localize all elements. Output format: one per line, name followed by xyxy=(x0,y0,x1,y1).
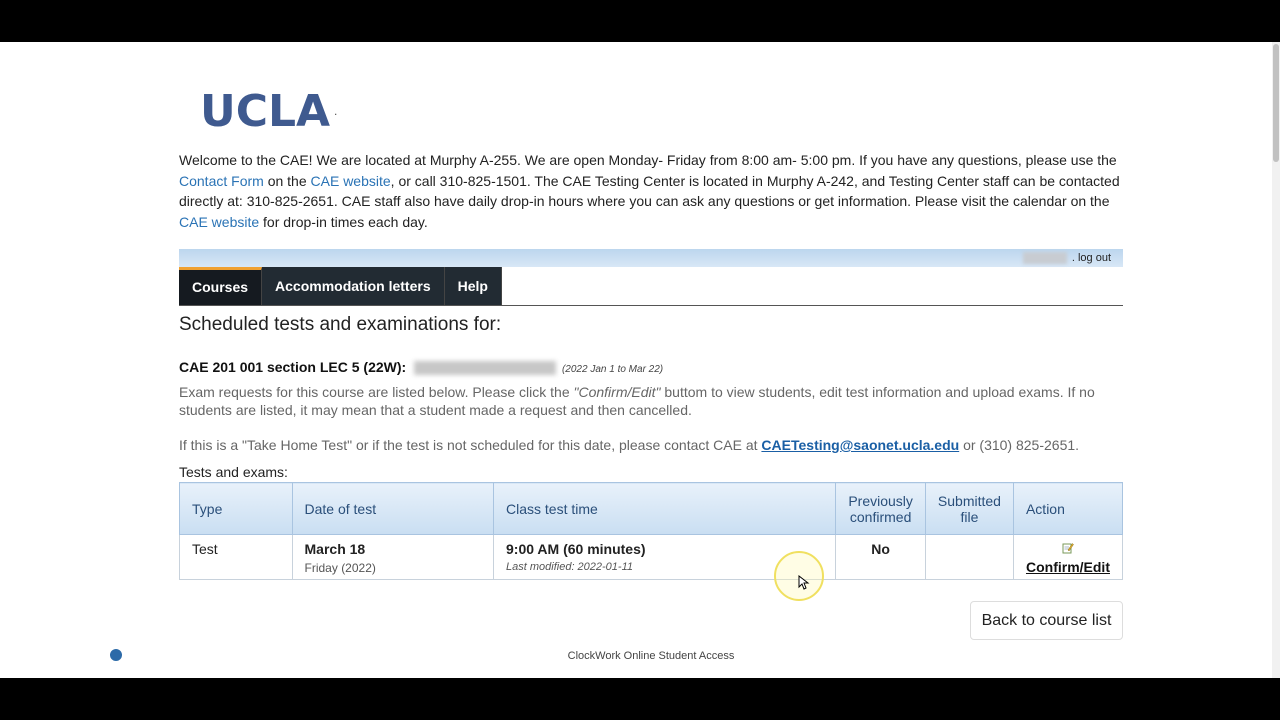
confirm-edit-link[interactable]: Confirm/Edit xyxy=(1025,559,1110,575)
header-time: Class test time xyxy=(494,483,836,535)
header-previously-confirmed: Previously confirmed xyxy=(836,483,926,535)
cae-website-link[interactable]: CAE website xyxy=(310,172,391,189)
cell-submitted-file xyxy=(925,535,1013,580)
username-redacted xyxy=(1023,252,1067,264)
cell-previously-confirmed: No xyxy=(836,535,926,580)
instructions-text xyxy=(179,383,1099,419)
tests-label: Tests and exams: xyxy=(179,464,288,480)
vertical-scrollbar[interactable] xyxy=(1272,42,1280,678)
user-bar xyxy=(179,249,1123,267)
last-modified: Last modified: 2022-01-11 xyxy=(506,561,634,573)
main-nav-tabs xyxy=(179,267,502,305)
header-date: Date of test xyxy=(292,483,494,535)
intro-text-2: on the xyxy=(263,172,311,189)
screencast-watermark xyxy=(11,638,172,664)
ucla-logo[interactable]: UCLA xyxy=(200,86,331,137)
header-action: Action xyxy=(1013,483,1122,535)
instructions-quote: "Confirm/Edit" xyxy=(573,384,661,400)
tab-help[interactable]: Help xyxy=(445,267,502,305)
welcome-message xyxy=(179,150,1124,232)
course-heading xyxy=(179,359,663,375)
cae-website-link-2[interactable]: CAE website xyxy=(179,213,260,230)
watermark-brand-right: MATIC xyxy=(128,648,173,662)
contact-form-link[interactable]: Contact Form xyxy=(179,172,264,189)
cell-date xyxy=(292,535,494,580)
intro-text-4: for drop-in times each day. xyxy=(259,213,428,230)
test-day: Friday (2022) xyxy=(304,561,376,575)
edit-icon[interactable] xyxy=(1062,541,1074,553)
intro-text-3: , or call 310-825-1501. The CAE Testing Center is located in Murphy A-242, and Testing Center staff can be contacted directly at: 310-825-2651. CAE staff also have daily drop-in hours where you can ask any questions or get information. Please visit the calendar on the xyxy=(179,172,1120,209)
instructor-name-redacted xyxy=(414,361,556,375)
header-submitted-file: Submitted file xyxy=(925,483,1013,535)
watermark-brand xyxy=(11,646,172,664)
test-date: March 18 xyxy=(304,541,366,557)
contact-part-1: If this is a "Take Home Test" or if the test is not scheduled for this date, please contact CAE at xyxy=(179,437,762,453)
back-to-course-list-button[interactable]: Back to course list xyxy=(970,601,1123,640)
page-title: Scheduled tests and examinations for: xyxy=(179,314,502,335)
mouse-cursor-icon xyxy=(798,575,810,591)
logout-link[interactable]: . log out xyxy=(1071,252,1111,264)
table-row xyxy=(180,535,1123,580)
tab-divider xyxy=(179,305,1123,306)
header-type: Type xyxy=(180,483,293,535)
watermark-brand-left: SCREENCAST xyxy=(11,648,105,662)
cell-action xyxy=(1013,535,1122,580)
tab-courses[interactable]: Courses xyxy=(179,267,262,305)
course-dates: (2022 Jan 1 to Mar 22) xyxy=(561,364,664,375)
instructions-part-2: buttom to view students, edit test information and upload exams. If no students are listed, it may mean that a student made a request and then cancelled. xyxy=(179,384,1095,418)
browser-viewport xyxy=(0,42,1280,678)
intro-text-1: Welcome to the CAE! We are located at Murphy A-255. We are open Monday- Friday from 8:00 am- 5:00 pm. If you have any questions, please use the xyxy=(179,152,1117,168)
course-label: CAE 201 001 section LEC 5 (22W): xyxy=(179,359,407,375)
watermark-recorded-with: RECORDED WITH xyxy=(11,638,79,646)
tab-accommodation-letters[interactable]: Accommodation letters xyxy=(262,267,445,305)
logo-dot: . xyxy=(334,104,338,118)
footer-text: ClockWork Online Student Access xyxy=(567,650,735,662)
cae-testing-email-link[interactable]: CAETesting@saonet.ucla.edu xyxy=(761,437,960,453)
screencast-logo-icon xyxy=(107,646,125,664)
contact-text xyxy=(179,437,1079,453)
instructions-part-1: Exam requests for this course are listed below. Please click the xyxy=(179,384,574,400)
contact-part-2: or (310) 825-2651. xyxy=(959,437,1080,453)
exams-table xyxy=(179,482,1123,580)
cursor-highlight xyxy=(774,551,824,601)
cell-type: Test xyxy=(180,535,293,580)
test-time: 9:00 AM (60 minutes) xyxy=(506,541,646,557)
table-header-row xyxy=(180,483,1123,535)
scrollbar-thumb[interactable] xyxy=(1273,44,1279,162)
